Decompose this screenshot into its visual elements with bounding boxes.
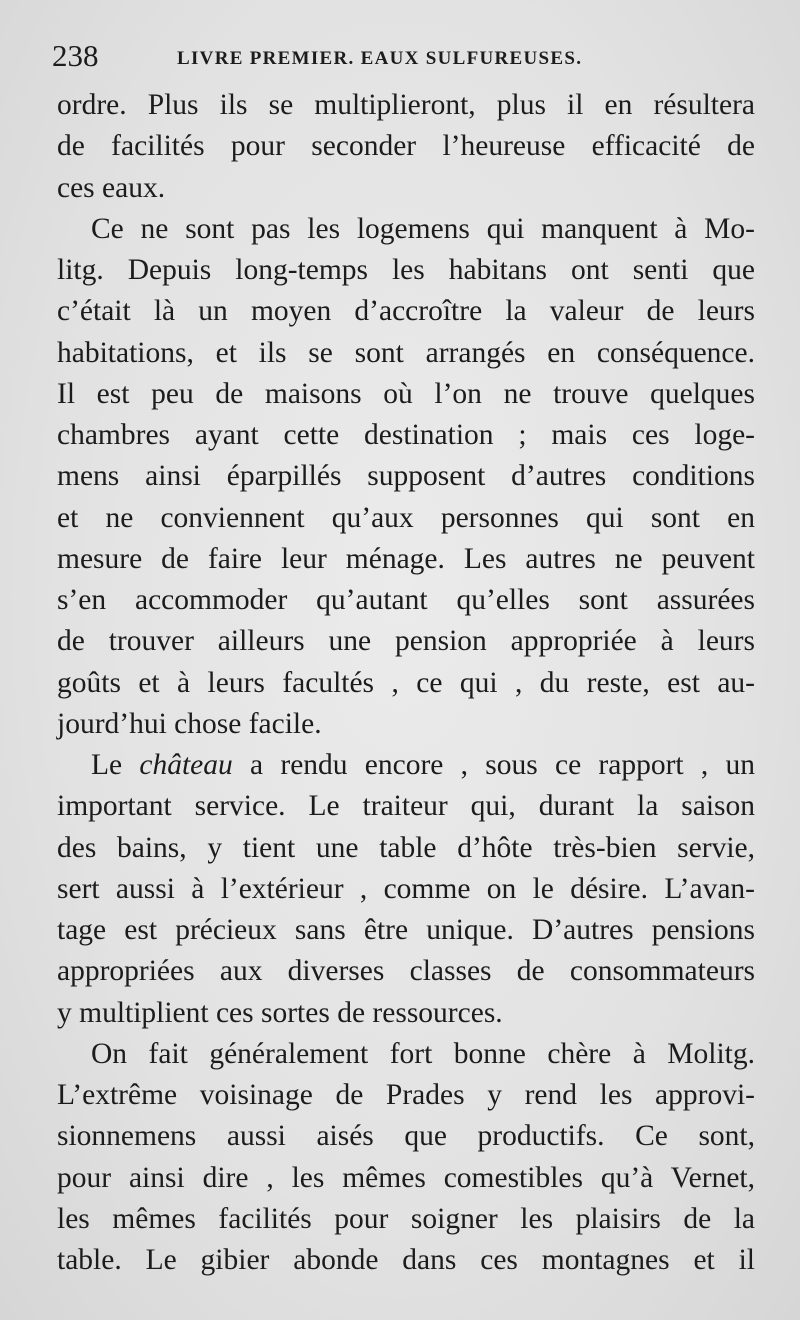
text-line: pour ainsi dire , les mêmes comestibles qu’à Vernet, <box>57 1161 755 1194</box>
text-line: s’en accommoder qu’autant qu’elles sont assurées <box>57 584 755 616</box>
text-line: jourd’hui chose facile. <box>57 707 322 740</box>
running-title: LIVRE PREMIER. EAUX SULFUREUSES. <box>177 48 583 69</box>
text-line: litg. Depuis long-temps les habitans ont senti que <box>57 254 755 286</box>
text-line: et ne conviennent qu’aux personnes qui sont en <box>57 501 755 534</box>
text-line: goûts et à leurs facultés , ce qui , du reste, est au- <box>57 666 755 699</box>
text-line: table. Le gibier abonde dans ces montagnes et il <box>57 1244 755 1276</box>
text-segment: a rendu encore , sous ce rapport , un <box>232 749 755 781</box>
text-line: de facilités pour seconder l’heureuse efficacité de <box>57 130 755 163</box>
text-line: L’extrême voisinage de Prades y rend les approvi- <box>57 1079 755 1111</box>
text-line: On fait généralement fort bonne chère à Molitg. <box>91 1037 755 1070</box>
text-line: de trouver ailleurs une pension appropriée à leurs <box>57 625 755 658</box>
page-number: 238 <box>52 38 99 73</box>
text-line: Il est peu de maisons où l’on ne trouve quelques <box>57 377 755 410</box>
text-line: mens ainsi éparpillés supposent d’autres conditions <box>57 460 755 493</box>
text-line: sionnemens aussi aisés que productifs. Ce sont, <box>57 1120 755 1153</box>
text-line: ces eaux. <box>57 171 166 204</box>
text-line <box>57 745 755 786</box>
page-header <box>52 38 752 78</box>
text-line: y multiplient ces sortes de ressources. <box>57 996 503 1029</box>
text-line: sert aussi à l’extérieur , comme on le désire. L’avan- <box>57 872 755 905</box>
text-line: habitations, et ils se sont arrangés en conséquence. <box>57 336 755 369</box>
text-line: appropriées aux diverses classes de consommateurs <box>57 955 755 988</box>
text-line: ordre. Plus ils se multiplieront, plus il en résultera <box>57 89 755 121</box>
text-line: Ce ne sont pas les logemens qui manquent à Mo- <box>91 212 755 245</box>
text-line: des bains, y tient une table d’hôte très-bien servie, <box>57 831 755 864</box>
text-line: les mêmes facilités pour soigner les plaisirs de la <box>57 1202 755 1235</box>
body-text <box>57 85 755 1281</box>
text-segment: Le <box>91 749 140 781</box>
italic-word: château <box>139 749 233 781</box>
text-line: tage est précieux sans être unique. D’autres pensions <box>57 914 755 946</box>
text-line: chambres ayant cette destination ; mais ces loge- <box>57 419 755 451</box>
text-line: c’était là un moyen d’accroître la valeur de leurs <box>57 295 755 328</box>
text-line: mesure de faire leur ménage. Les autres ne peuvent <box>57 542 755 575</box>
text-line: important service. Le traiteur qui, durant la saison <box>57 790 755 823</box>
